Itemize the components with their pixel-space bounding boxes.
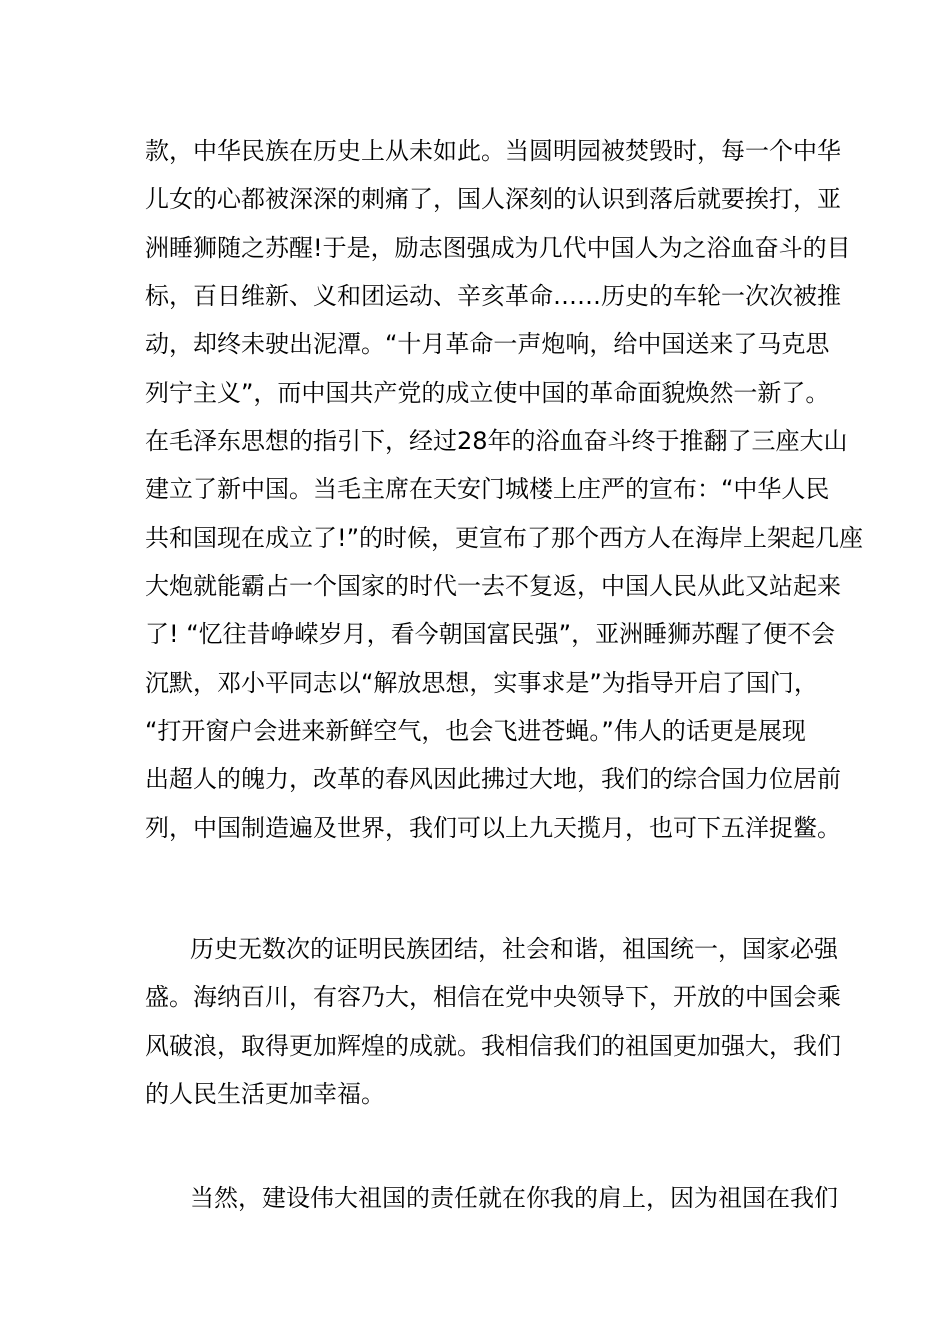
text-line: 列宁主义”，而中国共产党的成立使中国的革命面貌焕然一新了。 xyxy=(145,379,830,407)
text-line: 盛。海纳百川，有容乃大，相信在党中央领导下，开放的中国会乘 xyxy=(145,983,841,1011)
text-line: 洲睡狮随之苏醒!于是，励志图强成为几代中国人为之浴血奋斗的目 xyxy=(145,234,851,262)
text-line: 的人民生活更加幸福。 xyxy=(145,1080,385,1108)
text-line: 款，中华民族在历史上从未如此。当圆明园被焚毁时，每一个中华 xyxy=(145,137,841,165)
text-line: 动，却终未驶出泥潭。“十月革命一声炮响，给中国送来了马克思 xyxy=(145,330,830,358)
text-line: 出超人的魄力，改革的春风因此拂过大地，我们的综合国力位居前 xyxy=(145,765,841,793)
text-line: 在毛泽东思想的指引下，经过28年的浴血奋斗终于推翻了三座大山 xyxy=(145,427,848,455)
text-line: 列，中国制造遍及世界，我们可以上九天揽月，也可下五洋捉鳖。 xyxy=(145,814,841,842)
text-line: “打开窗户会进来新鲜空气，也会飞进苍蝇。”伟人的话更是展现 xyxy=(145,717,806,745)
text-line: 大炮就能霸占一个国家的时代一去不复返，中国人民从此又站起来 xyxy=(145,572,841,600)
text-line: 共和国现在成立了!”的时候，更宣布了那个西方人在海岸上架起几座 xyxy=(145,524,864,552)
text-line: 风破浪，取得更加辉煌的成就。我相信我们的祖国更加强大，我们 xyxy=(145,1032,841,1060)
text-line: 沉默，邓小平同志以“解放思想，实事求是”为指导开启了国门， xyxy=(145,669,818,697)
text-line: 建立了新中国。当毛主席在天安门城楼上庄严的宣布：“中华人民 xyxy=(145,475,830,503)
text-line: 儿女的心都被深深的刺痛了，国人深刻的认识到落后就要挨打，亚 xyxy=(145,185,841,213)
text-line: 了! “忆往昔峥嵘岁月，看今朝国富民强”，亚洲睡狮苏醒了便不会 xyxy=(145,620,836,648)
text-line: 当然，建设伟大祖国的责任就在你我的肩上，因为祖国在我们 xyxy=(190,1184,838,1212)
text-line: 历史无数次的证明民族团结，社会和谐，祖国统一，国家必强 xyxy=(190,935,838,963)
text-line: 标，百日维新、义和团运动、辛亥革命……历史的车轮一次次被推 xyxy=(145,282,841,310)
